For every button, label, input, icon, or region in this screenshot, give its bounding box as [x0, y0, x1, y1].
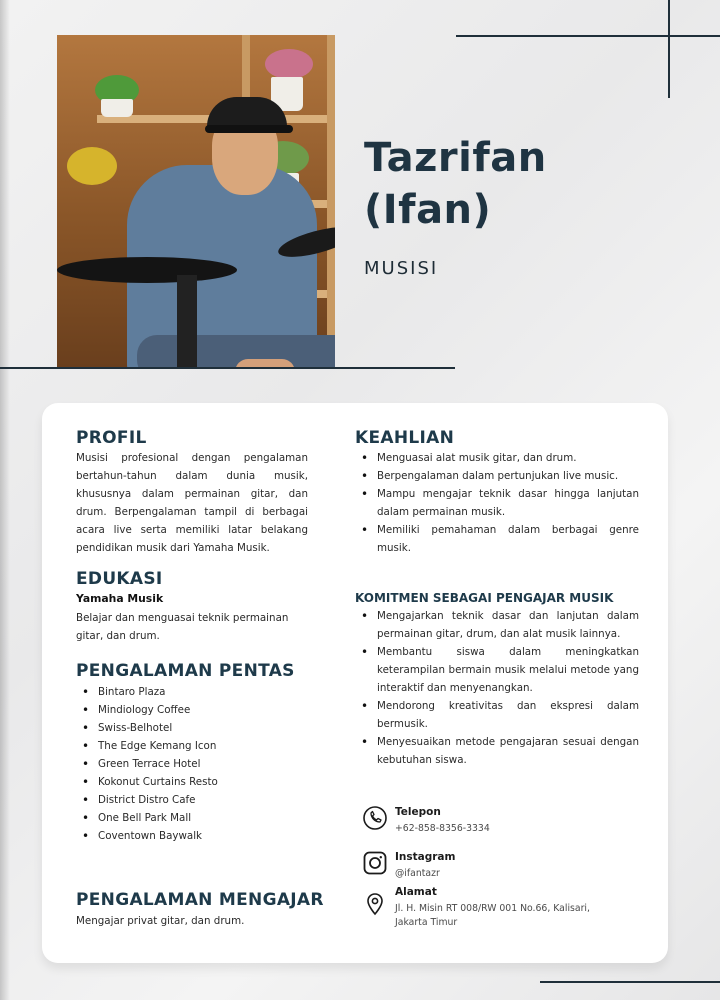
contact-instagram[interactable]	[363, 851, 623, 885]
address-label: Alamat	[395, 886, 437, 898]
komitmen-list	[355, 607, 639, 769]
pentas-list	[76, 683, 308, 845]
name-line-2: (Ifan)	[364, 187, 492, 233]
list-item: • Mengajarkan teknik dasar dan lanjutan dalam permainan gitar, drum, dan alat musik lainnya.	[355, 607, 639, 643]
contact-phone[interactable]	[363, 806, 623, 840]
section-heading-profil: PROFIL	[76, 428, 147, 448]
list-item: • Mindiology Coffee	[76, 701, 308, 719]
instagram-value: @ifantazr	[395, 868, 440, 879]
profile-photo	[57, 35, 335, 367]
list-item: • Coventown Baywalk	[76, 827, 308, 845]
mengajar-section	[76, 890, 356, 930]
job-title: MUSISI	[364, 258, 439, 279]
name-line-1: Tazrifan	[364, 135, 547, 181]
list-item: • Green Terrace Hotel	[76, 755, 308, 773]
list-item: • Berpengalaman dalam pertunjukan live music.	[355, 467, 639, 485]
list-item: • Kokonut Curtains Resto	[76, 773, 308, 791]
photo-baseline	[0, 367, 455, 369]
person-name	[364, 132, 684, 236]
list-item: • Menyesuaikan metode pengajaran sesuai dengan kebutuhan siswa.	[355, 733, 639, 769]
right-column	[355, 428, 639, 557]
list-item: • Membantu siswa dalam meningkatkan keterampilan bermain musik melalui metode yang interaktif dan menyenangkan.	[355, 643, 639, 697]
list-item: • Mampu mengajar teknik dasar hingga lanjutan dalam permainan musik.	[355, 485, 639, 521]
list-item: • Swiss-Belhotel	[76, 719, 308, 737]
bottom-right-line	[540, 981, 720, 983]
contact-address	[363, 886, 623, 930]
section-heading-mengajar: PENGALAMAN MENGAJAR	[76, 890, 324, 910]
profil-text: Musisi profesional dengan pengalaman bertahun-tahun dalam dunia musik, khususnya dalam permainan gitar, dan drum. Berpengalaman tampil di berbagai acara live serta memiliki latar belakang pendidikan musik dari Yamaha Musik.	[76, 452, 308, 554]
komitmen-section	[355, 591, 639, 769]
section-heading-komitmen: KOMITMEN SEBAGAI PENGAJAR MUSIK	[355, 591, 614, 605]
section-heading-keahlian: KEAHLIAN	[355, 428, 455, 448]
edukasi-institution: Yamaha Musik	[76, 592, 164, 605]
edukasi-text: Belajar dan menguasai teknik permainan gitar, dan drum.	[76, 612, 289, 642]
section-heading-edukasi: EDUKASI	[76, 569, 163, 589]
phone-label: Telepon	[395, 806, 441, 818]
keahlian-list	[355, 449, 639, 557]
list-item: • Memiliki pemahaman dalam berbagai genre musik.	[355, 521, 639, 557]
list-item: • The Edge Kemang Icon	[76, 737, 308, 755]
location-pin-icon	[363, 892, 387, 916]
top-right-horizontal-line	[456, 35, 720, 37]
address-value: Jl. H. Misin RT 008/RW 001 No.66, Kalisari, Jakarta Timur	[395, 903, 590, 928]
mengajar-text: Mengajar privat gitar, dan drum.	[76, 915, 245, 927]
phone-icon	[363, 806, 387, 830]
section-heading-pentas: PENGALAMAN PENTAS	[76, 661, 295, 681]
list-item: • Bintaro Plaza	[76, 683, 308, 701]
page-edge-shadow	[0, 0, 10, 1000]
instagram-label: Instagram	[395, 851, 456, 863]
list-item: • One Bell Park Mall	[76, 809, 308, 827]
left-column	[76, 428, 308, 845]
list-item: • Menguasai alat musik gitar, dan drum.	[355, 449, 639, 467]
list-item: • District Distro Cafe	[76, 791, 308, 809]
top-right-vertical-line	[668, 0, 670, 98]
phone-value: +62-858-8356-3334	[395, 823, 490, 834]
list-item: • Mendorong kreativitas dan ekspresi dalam bermusik.	[355, 697, 639, 733]
instagram-icon	[363, 851, 387, 875]
